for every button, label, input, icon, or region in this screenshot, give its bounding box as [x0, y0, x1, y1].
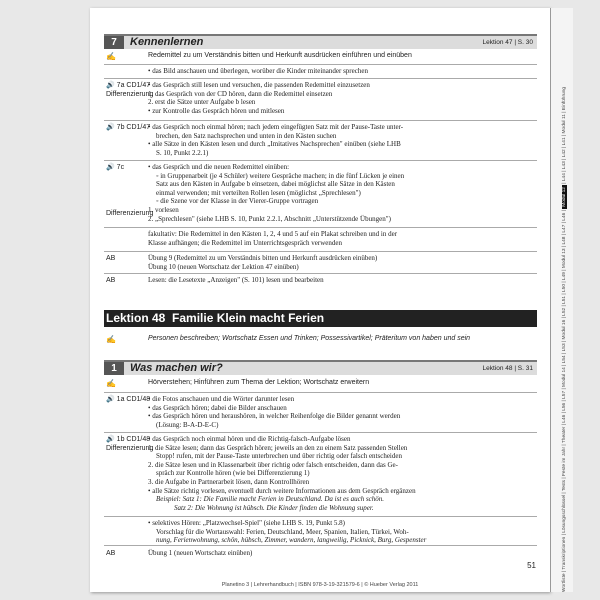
task-label: 🔊 1b CD1/48 Differenzierung [106, 436, 154, 452]
divider [104, 227, 537, 228]
divider [104, 160, 537, 161]
ab-label: AB [106, 277, 116, 284]
divider [104, 273, 537, 274]
task-label: 🔊 1a CD1/48 [106, 396, 151, 403]
section-intro: Hörverstehen; Hinführen zum Thema der Lektion; Wortschatz erweitern [148, 379, 370, 386]
divider [104, 392, 537, 393]
section-title: Kennenlernen [130, 36, 204, 48]
fakultativ-text: fakultativ: Die Redemittel in den Kästen 1, 2, 4 und 5 auf ein Plakat schreiben und in der Klasse aufhängen; die Redemittel im Unterrichtsgespräch verwenden [148, 230, 398, 247]
cd-icon: 🔊 [106, 124, 115, 131]
task-1b-text: • das Gespräch noch einmal hören und die Richtig-falsch-Aufgabe lösen 1. die Sätze lesen; dann das Gespräch hören; jeweils an den zu einem Satz passenden Stellen Stopp! rufen, mit der Pause-Taste unterbrechen und über richtig oder falsch entscheiden 2. die Sätze lesen und in Klassenarbeit über richtig oder falsch entscheiden, dann das Ge- spräch zur Kontrolle hören (wie bei Differenzierung 1) 3. die Aufgabe in Partnerarbeit lösen, dann Kontrollhören • alle Sätze richtig vorlesen, eventuell durch weitere Informationen aus dem Gespräch ergänzen Beispiel: Satz 1: Die Familie macht Ferien in Deutschland. Da ist es auch schön. Satz 2: Die Wohnung ist hübsch. Die Kinder finden die Wohnung super. [148, 435, 416, 512]
lesson-intro: Personen beschreiben; Wortschatz Essen und Trinken; Possessivartikel; Präteritum von haben und sein [148, 335, 471, 342]
teacher-notes-icon: ✍ [106, 335, 116, 344]
document-page [90, 8, 550, 592]
ab-label: AB [106, 550, 116, 557]
ab-text: Übung 9 (Redemittel zu um Verständnis bitten und Herkunft ausdrücken einüben) Übung 10 (neuen Wortschatz der Lektion 47 einüben) [148, 254, 378, 271]
divider [104, 545, 537, 546]
teacher-notes-icon: ✍ [106, 52, 116, 61]
teacher-notes-icon: ✍ [106, 379, 116, 388]
divider [104, 432, 537, 433]
page-number: 51 [527, 561, 536, 570]
ab-text: Übung 1 (neuen Wortschatz einüben) [148, 549, 253, 557]
task-label-diff: Differenzierung [106, 210, 154, 217]
selective-listening-text: • selektives Hören: „Platzwechsel-Spiel" (siehe LHB S. 19, Punkt 5.8) Vorschlag für die Wortauswahl: Ferien, Deutschland, Meer, Spanien, Italien, Türkei, Woh- nung, Ferienwohnung, schön, hübsch, Zimmer, wandern, langweilig, Picknick, Burg, Gespenster [148, 519, 427, 545]
divider [104, 78, 537, 79]
divider [104, 120, 537, 121]
ab-label: AB [106, 255, 116, 262]
active-tab[interactable]: Modul 12 [562, 187, 567, 207]
divider [104, 251, 537, 252]
task-7c-text: • das Gespräch und die neuen Redemittel einüben: ◦ in Gruppenarbeit (je 4 Schüler) weitere Gespräche machen; in die fünf Lücken je einen Satz aus den Kästen in Aufgabe b einsetzen, dabei möglichst alle Sätze in den Kästen einmal verwenden; mit verteilten Rollen lesen (möglichst „Sprechlesen") ◦ die Szene vor der Klasse in der Vierer-Gruppe vortragen 1. vorlesen 2. „Sprechlesen" (siehe LHB S. 10, Punkt 2.2.1, Abschnitt „Unterstützende Übungen") [148, 163, 405, 223]
section-title: Was machen wir? [130, 362, 223, 374]
task-label: 🔊 7a CD1/47 Differenzierung [106, 82, 154, 98]
section-number: 7 [104, 36, 124, 49]
divider [104, 516, 537, 517]
task-label: 🔊 7c [106, 164, 125, 171]
ab-text: Lesen: die Lesetexte „Anzeigen" (S. 101) lesen und bearbeiten [148, 276, 324, 284]
section-reference: Lektion 48 | S. 31 [482, 365, 533, 372]
task-7b-text: • das Gespräch noch einmal hören; nach jedem eingefügten Satz mit der Pause-Taste unter- brechen, den Satz nachsprechen und unten in den Kästen suchen • alle Sätze in den Kästen lesen und durch „Imitatives Nachsprechen" einüben (siehe LHB S. 10, Punkt 2.2.1) [148, 123, 404, 157]
section-header [104, 34, 537, 49]
section-header [104, 360, 537, 375]
section-intro: Redemittel zu um Verständnis bitten und Herkunft ausdrücken einführen und einüben [148, 52, 412, 59]
lesson-title: Lektion 48 Familie Klein macht Ferien [106, 311, 325, 325]
side-tab-labels[interactable]: Wortliste | Transkriptionen | Lösungsschlüssel | Tests | Feste im Jahr | Theater | L46 | L56 | L57 | Modul 14 | L54 | L53 | Modul 16 | L52 | L51 | L50 | L49 | Modul 13 | L48 | L47 | L46 | Modul 12 | L44 | L43 | L42 | L41 | Modul 11 | Einführung [562, 86, 567, 592]
cd-icon: 🔊 [106, 436, 115, 443]
cd-icon: 🔊 [106, 164, 115, 171]
section-number: 1 [104, 362, 124, 375]
section-reference: Lektion 47 | S. 30 [482, 39, 533, 46]
task-7a-text: • das Gespräch still lesen und versuchen, die passenden Redemittel einzusetzen 1. das Gespräch von der CD hören, dann die Redemittel einsetzen 2. erst die Sätze unter Aufgabe b lesen • zur Kontrolle das Gespräch hören und mitlesen [148, 81, 370, 115]
intro-bullet: • das Bild anschauen und überlegen, worüber die Kinder miteinander sprechen [148, 67, 368, 75]
task-label: 🔊 7b CD1/47 [106, 124, 151, 131]
page-footer: Planetino 3 | Lehrerhandbuch | ISBN 978-3-19-321579-6 | © Hueber Verlag 2011 [221, 582, 419, 588]
cd-icon: 🔊 [106, 82, 115, 89]
task-1a-text: • die Fotos anschauen und die Wörter darunter lesen • das Gespräch hören; dabei die Bilder anschauen • das Gespräch hören und heraushören, in welcher Reihenfolge die Bilder genannt werden (Lösung: B-A-D-E-C) [148, 395, 401, 429]
cd-icon: 🔊 [106, 396, 115, 403]
divider [104, 64, 537, 65]
